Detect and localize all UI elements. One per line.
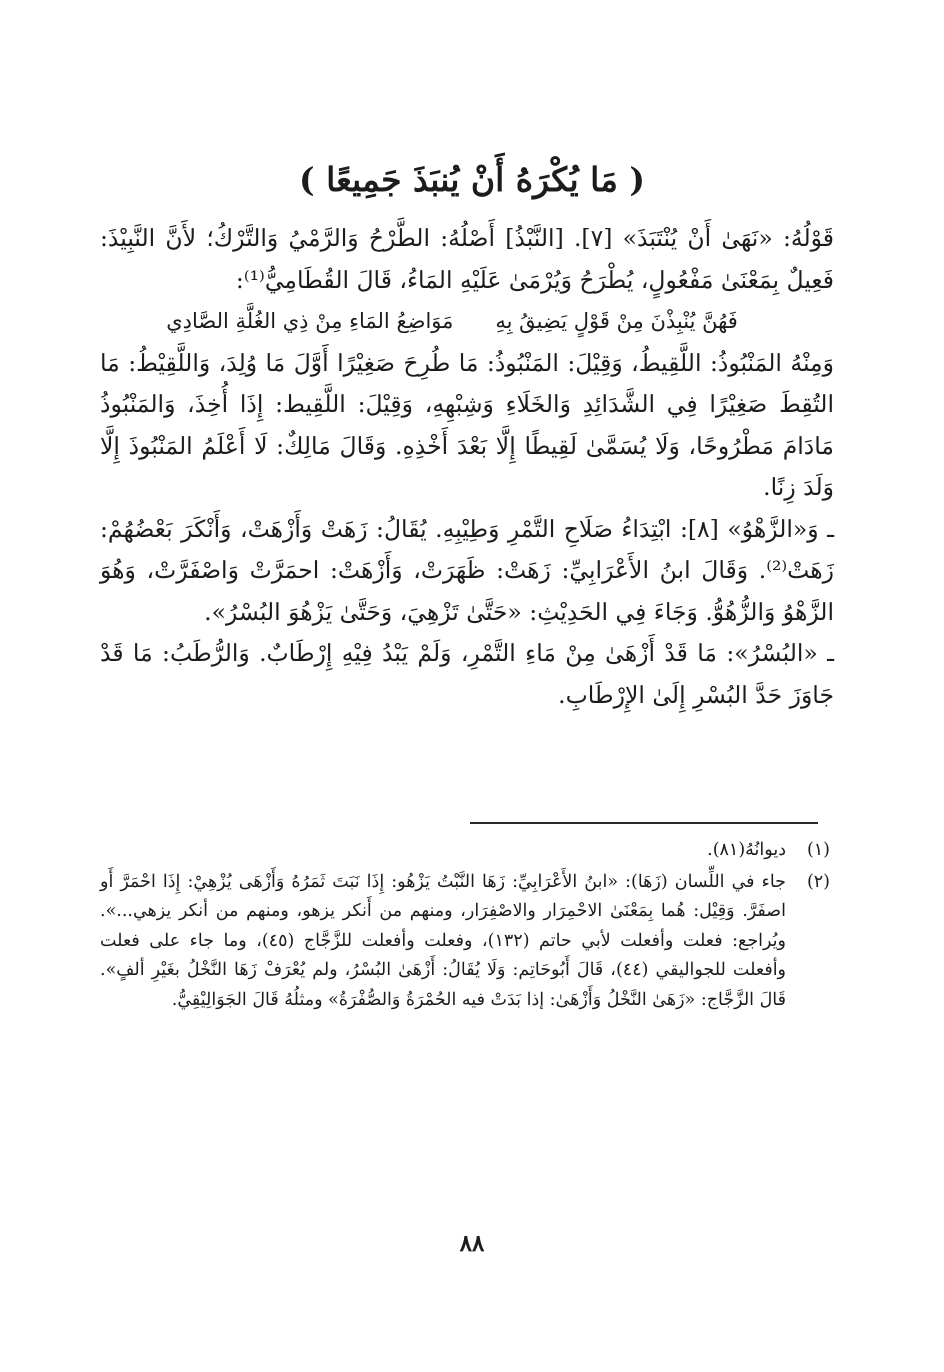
paragraph-nabdh: قَوْلُهُ: «نَهَىٰ أَنْ يُنْتَبَذَ» [٧]. [النَّبْذُ] أَصْلُهُ: الطَّرْحُ وَالرَّمْيُ وَالتَّرْكُ؛ لأَنَّ النَّبِيْذَ: فَعِيلٌ بِمَعْنَىٰ مَفْعُولٍ، يُطْرَحُ وَيُرْمَىٰ عَلَيْهِ المَاءُ، قَالَ القُطَامِيُّ⁽¹⁾:: [100, 224, 834, 294]
main-text: [100, 218, 834, 716]
footnote-item: [100, 836, 830, 866]
verse-first-hemistich: فَهُنَّ يُنْبِذْنَ مِنْ قَوْلٍ يَضِيقُ بِهِ: [495, 309, 738, 333]
footnote-text: ديوانُهُ(٨١).: [707, 840, 786, 860]
chapter-heading: ( مَا يُكْرَهُ أَنْ يُنبَذَ جَمِيعًا ): [298, 160, 646, 199]
footnote-text: جاء في اللِّسان (زَهَا): «ابنُ الأَعْرَابِيِّ: زَهَا النَّبْتُ يَزْهُو: إِذَا نَبَتَ ثَمَرُهُ وَأَزْهَى يُزْهِيْ: إِذَا احْمَرَّ أَو اصفَرَّ. وَقِيْل: هُما بِمَعْنَىٰ الاحْمِرَار والاصْفِرَار، ومنهم من أَنكر يزهو، ومنهم من أنكر يزهي...». ويُراجع: فعلت وأفعلت لأبي حاتم (١٣٢)، وفعلت وأفعلت للزَّجَّاج (٤٥)، وما جاء على فعلت وأفعلت للجواليقي (٤٤)، قَالَ أَبُوحَاتِم: وَلَا يُقَالُ: أَزْهَىٰ البُسْرُ، ولم يُعْرَفْ زَهَا النَّخْلُ بغَيْرِ ألفٍ». قَالَ الزَّجَّاج: «زَهَىٰ النَّخْلُ وَأَزْهَىٰ: إذا بَدَتْ فيه الحُمْرَةُ وَالصُّفْرَةُ» ومثلُهُ قَالَ الجَوَالِيْقِيُّ.: [100, 871, 787, 1010]
footnotes: [100, 836, 830, 1017]
footnote-item: [100, 868, 830, 1016]
verse-second-hemistich: مَوَاضِعُ المَاءِ مِنْ ذِي الغُلَّةِ الصَّادِي: [166, 309, 454, 333]
footnote-separator: [470, 822, 818, 824]
poetry-verse: [100, 301, 834, 343]
paragraph-zahw: ـ وَ«الزَّهْوُ» [٨]: ابْتِدَاءُ صَلَاحِ التَّمْرِ وَطِيْبِهِ. يُقَالُ: زَهَتْ وَأَزْهَتْ، وَأَنْكَرَ بَعْضُهُمْ: زَهَتْ⁽²⁾. وَقَالَ ابنُ الأَعْرَابِيِّ: زَهَتْ: ظَهَرَتْ، وَأَزْهَتْ: احمَرَّتْ وَاصْفَرَّتْ، وَهُوَ الزَّهْوُ وَالزُّهُوُّ. وَجَاءَ فِي الحَدِيْثِ: «حَتَّىٰ تَزْهِيَ، وَحَتَّىٰ يَزْهُوَ البُسْرُ».: [100, 514, 834, 626]
footnote-number: (٢): [806, 871, 830, 892]
paragraph-manbudh: وَمِنْهُ المَنْبُوذُ: اللَّقِيطُ، وَقِيْلَ: المَنْبُوذُ: مَا طُرِحَ صَغِيْرًا أَوَّلَ مَا وُلِدَ، وَاللَّقِيْطُ: مَا التُقِطَ صَغِيْرًا فِي الشَّدَائِدِ وَالخَلَاءِ وَشِبْهِهِ، وَقِيْلَ: اللَّقِيط: إِذَا أُخِذَ، وَالمَنْبُوذُ مَادَامَ مَطْرُوحًا، وَلَا يُسَمَّىٰ لَقِيطًا إِلَّا بَعْدَ أَخْذِهِ. وَقَالَ مَالِكٌ: لَا أَعْلَمُ المَنْبُوذَ إِلَّا وَلَدَ زِنًا.: [100, 348, 834, 501]
footnote-number: (١): [806, 840, 830, 860]
page-number: ٨٨: [459, 1230, 485, 1257]
paragraph-busr: ـ «البُسْرُ»: مَا قَدْ أَزْهَىٰ مِنْ مَاءِ التَّمْرِ، وَلَمْ يَبْدُ فِيْهِ إِرْطَابٌ. وَالرُّطَبُ: مَا قَدْ جَاوَزَ حَدَّ البُسْرِ إِلَىٰ الإِرْطَابِ.: [100, 639, 834, 709]
